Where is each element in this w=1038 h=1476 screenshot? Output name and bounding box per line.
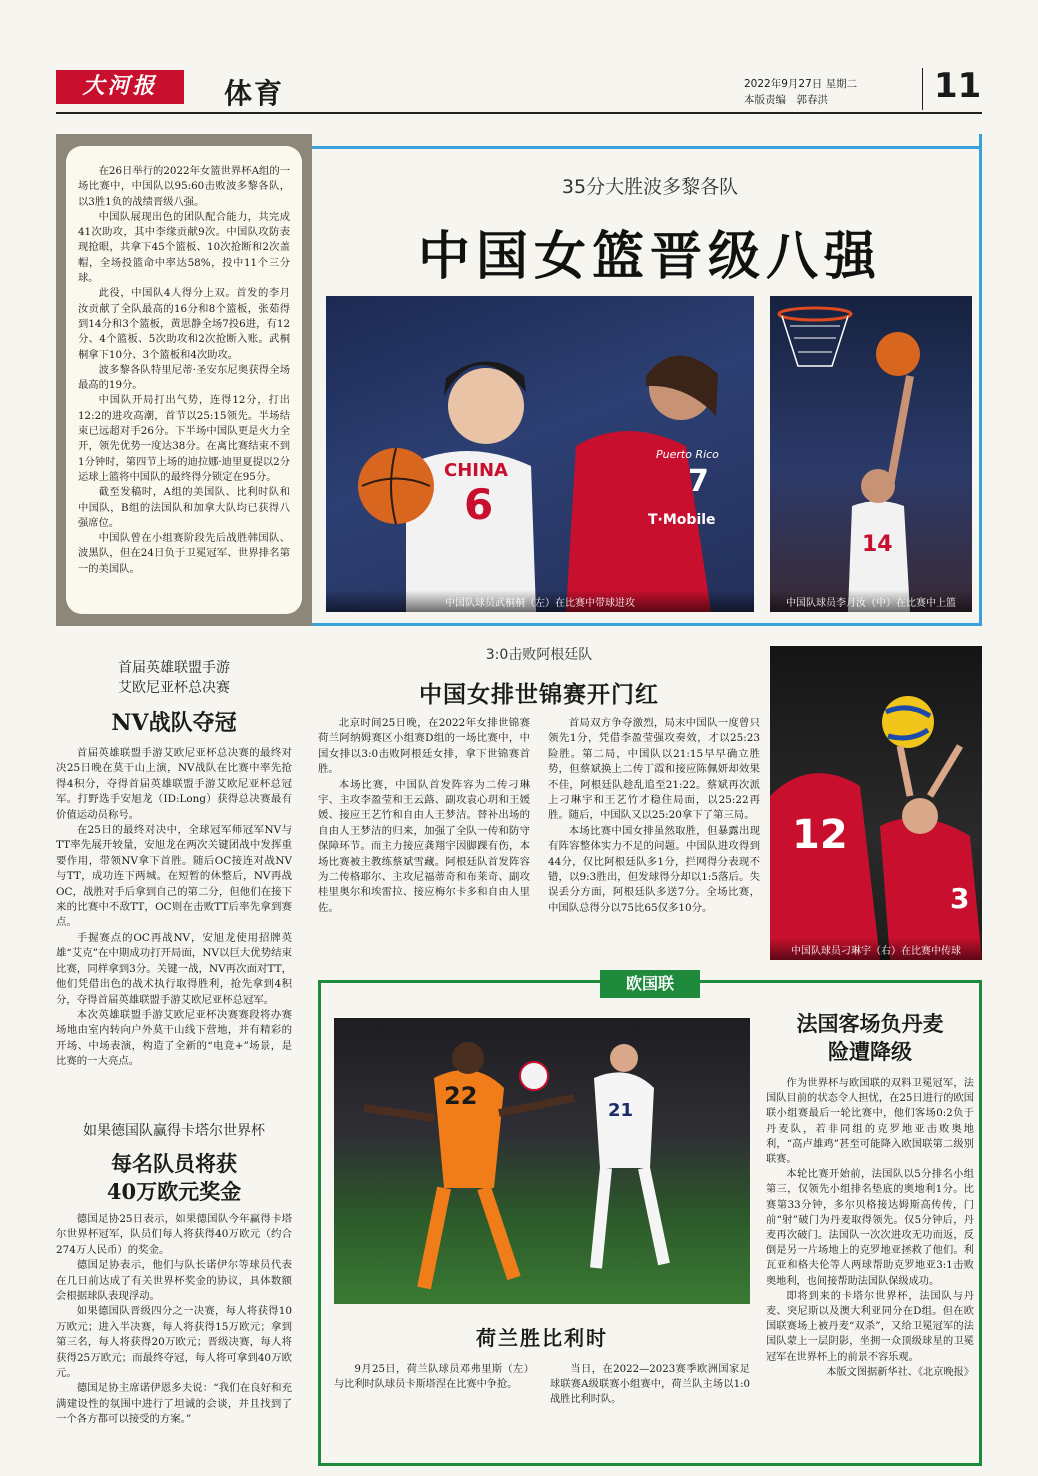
newspaper-logo bbox=[56, 70, 184, 104]
jersey-number-6: 6 bbox=[464, 480, 494, 529]
esports-paragraph: 首届英雄联盟手游艾欧尼亚杯总决赛的最终对决25日晚在莫干山上演，NV战队在比赛中率先抢得4积分，夺得首届英雄联盟手游艾欧尼亚杯总冠军。打野选手安旭龙（ID:Long）获得总决赛最有价值运动员称号。 bbox=[56, 747, 292, 821]
basketball-article-box bbox=[56, 134, 312, 626]
basketball-paragraph: 此役，中国队4人得分上双。首发的李月汝贡献了全队最高的16分和8个篮板，张茹得到14分和3个篮板，黄思静全场7投6进，有12分、4个篮板、5次助攻和2次抢断入账。武桐桐拿下10分、3个篮板和4次助攻。 bbox=[78, 287, 290, 361]
esports-subtitle bbox=[56, 658, 292, 698]
page-editor: 本版责编 郭春洪 bbox=[744, 94, 828, 106]
football-photo-art bbox=[334, 1018, 750, 1304]
france-paragraph: 即将到来的卡塔尔世界杯，法国队与丹麦、突尼斯以及澳大利亚同分在D组。但在欧国联赛场上被丹麦“双杀”，又给卫冕冠军的法国队蒙上一层阴影，坐拥一众顶级球星的卫冕冠军在世界杯上的前景不容乐观。 bbox=[766, 1290, 974, 1363]
volleyball-paragraph: 首局双方争夺激烈，局末中国队一度曾只领先1分，凭借李盈莹强攻奏效，才以25:23险胜。第二局，中国队以21:15早早确立胜势，但蔡斌换上二传丁霞和接应陈佩妍却效果不佳，阿根廷队趁乱追至21:22。蔡斌再次派上刁琳宇和王艺竹才稳住局面，以25:22再胜。随后，中国队又以25:20拿下了第三局。 bbox=[548, 717, 760, 822]
page-number: 11 bbox=[934, 66, 982, 106]
page-source-credit: 本版文图据新华社、《北京晚报》 bbox=[826, 1366, 974, 1378]
football-photo-netherlands-belgium bbox=[334, 1018, 750, 1304]
esports-paragraph: 本次英雄联盟手游艾欧尼亚杯决赛赛段将办赛场地由室内转向户外莫干山线下营地，并有精彩的开场、中场表演，构造了全新的“电竞+”场景，是比赛的一大亮点。 bbox=[56, 1008, 292, 1068]
basketball-paragraph: 中国队曾在小组赛阶段先后战胜韩国队、波黑队，但在24日负于卫冕冠军、世界排名第一的美国队。 bbox=[78, 532, 290, 575]
logo-text: 大河报 bbox=[82, 74, 158, 99]
volleyball-paragraph: 北京时间25日晚，在2022年女排世锦赛荷兰阿纳姆赛区小组赛D组的一场比赛中，中国女排以3:0击败阿根廷女排，拿下世锦赛首胜。 bbox=[318, 717, 530, 776]
germany-paragraph: 德国足协25日表示，如果德国队今年赢得卡塔尔世界杯冠军，队员们每人将获得40万欧元（约合274万人民币）的奖金。 bbox=[56, 1213, 292, 1256]
volleyball-paragraph: 本场比赛，中国队首发阵容为二传刁琳宇、主攻李盈莹和王云蕗、副攻袁心玥和王媛媛、接应王艺竹和自由人王梦洁。替补出场的自由人王梦洁的归来，加强了全队一传和防守保障环节。而主力接应龚翔宇因脚踝有伤，本场比赛被主教练蔡斌雪藏。阿根廷队首发阵容为二传格耶尔、主攻尼福蒂奇和布莱奇、副攻桂里奥尔和埃雷拉、接应梅尔卡多和自由人里佐。 bbox=[318, 778, 530, 914]
germany-headline-line: 40万欧元奖金 bbox=[106, 1179, 242, 1204]
esports-subtitle-line: 艾欧尼亚杯总决赛 bbox=[118, 680, 230, 696]
football-caption-right: 当日，在2022—2023赛季欧洲国家足球联赛A级联赛小组赛中，荷兰队主场以1:0战胜比利时队。 bbox=[550, 1364, 750, 1405]
basketball-frame-top bbox=[306, 146, 982, 149]
germany-paragraph: 德国足协表示，他们与队长诺伊尔等球员代表在几日前达成了有关世界杯奖金的协议，具体数额会根据球队表现浮动。 bbox=[56, 1259, 292, 1303]
basketball-photo-art bbox=[770, 296, 972, 612]
germany-paragraph: 德国足协主席诺伊恩多夫说：“我们在良好和充满建设性的氛围中进行了坦诚的会谈，并且找到了一个各方都可以接受的方案。” bbox=[56, 1382, 292, 1426]
esports-paragraph: 手握赛点的OC再战NV，安旭龙使用招牌英雄“艾克”在中期成功打开局面，NV以巨大优势结束比赛，同样拿到3分。关键一战，NV再次面对TT，他们凭借出色的战术执行取得胜利，抢先拿到4积分，夺得首届英雄联盟手游艾欧尼亚杯总冠军。 bbox=[56, 931, 292, 1006]
basketball-paragraph: 在26日举行的2022年女篮世界杯A组的一场比赛中，中国队以95:60击败波多黎各队，以3胜1负的战绩晋级八强。 bbox=[78, 165, 290, 208]
esports-paragraph: 在25日的最终对决中，全球冠军师冠军NV与TT率先展开较量，安旭龙在两次关键团战中发挥重要作用，带领NV拿下首胜。随后OC接连对战NV与TT，成功连下两城。在短暂的休整后，NV再战OC，战胜对手后拿到自己的第二分，但他们在接下来的比赛中不敌TT，OC则在击败TT后率先拿到赛点。 bbox=[56, 824, 292, 929]
basketball-headline: 中国女篮晋级八强 bbox=[417, 226, 882, 287]
masthead-divider-vertical bbox=[922, 68, 923, 110]
volleyball-photo-diao-linyu bbox=[770, 646, 982, 960]
masthead-rule bbox=[56, 112, 982, 114]
jersey-text-china: CHINA bbox=[444, 460, 508, 481]
basketball-photo-wu-tongtong bbox=[326, 296, 754, 612]
germany-paragraph: 如果德国队晋级四分之一决赛，每人将获得10万欧元；进入半决赛，每人将获得15万欧元；拿到第三名，每人将获得20万欧元；晋级决赛，每人将获得25万欧元；而最终夺冠，每人将可拿到40万欧元。 bbox=[56, 1305, 292, 1380]
france-headline-line: 法国客场负丹麦 bbox=[796, 1011, 944, 1036]
basketball-photo-li-yueru bbox=[770, 296, 972, 612]
basketball-paragraph: 中国队展现出色的团队配合能力，共完成41次助攻，其中李缘贡献9次。中国队攻防表现抢眼，共拿下45个篮板、10次抢断和2次盖帽，全场投篮命中率达58%，投中11个三分球。 bbox=[78, 210, 290, 285]
basketball-paragraph: 截至发稿时，A组的美国队、比利时队和中国队，B组的法国队和加拿大队均已获得八强席位。 bbox=[78, 486, 290, 529]
nations-league-banner: 欧国联 bbox=[600, 970, 700, 998]
esports-article bbox=[56, 746, 292, 1098]
germany-article bbox=[56, 1212, 292, 1462]
issue-date: 2022年9月27日 星期二 bbox=[744, 78, 858, 90]
france-headline-line: 险遭降级 bbox=[828, 1039, 912, 1064]
jersey-number-3: 3 bbox=[950, 882, 970, 915]
photo-caption: 中国队球员刁琳宇（右）在比赛中传球 bbox=[770, 938, 982, 960]
france-paragraph: 作为世界杯与欧国联的双料卫冕冠军，法国队目前的状态令人担忧，在25日进行的欧国联小组赛最后一轮比赛中，他们客场0:2负于丹麦队，若非同组的克罗地亚击败奥地利，“高卢雄鸡”甚至可能降入欧国联第二级别联赛。 bbox=[766, 1078, 974, 1166]
football-caption-left: 9月25日，荷兰队球员邓弗里斯（左）与比利时队球员卡斯塔涅在比赛中争抢。 bbox=[334, 1364, 534, 1390]
jersey-number-21: 21 bbox=[608, 1100, 634, 1121]
jersey-number-7: 7 bbox=[688, 464, 709, 499]
jersey-sponsor: T·Mobile bbox=[648, 512, 716, 528]
esports-subtitle-line: 首届英雄联盟手游 bbox=[118, 660, 230, 676]
germany-headline bbox=[56, 1150, 292, 1206]
jersey-number-12: 12 bbox=[792, 812, 848, 858]
germany-headline-line: 每名队员将获 bbox=[111, 1151, 237, 1176]
basketball-paragraph: 中国队开局打出气势，连得12分，打出12:2的进攻高潮，首节以25:15领先。半场结束已远超对手26分。下半场中国队更是火力全开，领先优势一度达38分。在离比赛结束不到1分钟时，第四节上场的迪拉娜·迪里夏提以2分运球上篮将中国队的最终得分锁定在95分。 bbox=[78, 394, 291, 483]
germany-subtitle: 如果德国队赢得卡塔尔世界杯 bbox=[83, 1123, 265, 1139]
section-name: 体育 bbox=[224, 77, 285, 110]
basketball-paragraph: 波多黎各队特里尼蒂·圣安东尼奥获得全场最高的19分。 bbox=[78, 363, 290, 392]
jersey-number-22: 22 bbox=[444, 1082, 478, 1110]
volleyball-subtitle: 3:0击败阿根廷队 bbox=[485, 647, 593, 663]
basketball-article bbox=[66, 146, 302, 614]
masthead bbox=[56, 62, 982, 118]
france-paragraph: 本轮比赛开始前，法国队以5分排名小组第三，仅领先小组排名垫底的奥地利1分。比赛第33分钟，多尔贝格接达姆斯高传传，门前“射”破门为丹麦取得领先。仅5分钟后，丹麦再次破门。法国队一次次进攻无功而返，反倒是另一片场地上的克罗地亚拯救了他们。利瓦亚和格夫伦等人两球帮助克罗地亚3:1击败奥地利，也间接帮助法国队保级成功。 bbox=[766, 1169, 974, 1287]
france-article bbox=[766, 1076, 974, 1456]
photo-caption: 中国队球员李月汝（中）在比赛中上篮 bbox=[770, 590, 972, 612]
photo-caption: 中国队球员武桐桐（左）在比赛中带球进攻 bbox=[326, 590, 754, 612]
basketball-subtitle: 35分大胜波多黎各队 bbox=[561, 176, 739, 198]
jersey-text-puerto-rico: Puerto Rico bbox=[656, 448, 719, 461]
volleyball-article bbox=[318, 716, 760, 946]
football-photo-title: 荷兰胜比利时 bbox=[476, 1326, 608, 1350]
volleyball-paragraph: 本场比赛中国女排虽然取胜，但暴露出现有阵容整体实力不足的问题。中国队进攻得到44分，仅比阿根廷队多1分，拦网得分表现不错，以9:3胜出，但发球得分却以1:5落后。失误丢分方面，阿根廷队多送7分。全场比赛，中国队总得分以75比65仅多10分。 bbox=[548, 824, 760, 914]
volleyball-headline: 中国女排世锦赛开门红 bbox=[419, 681, 659, 708]
esports-headline: NV战队夺冠 bbox=[111, 710, 237, 736]
jersey-number-14: 14 bbox=[862, 532, 893, 557]
france-headline bbox=[766, 1010, 974, 1066]
